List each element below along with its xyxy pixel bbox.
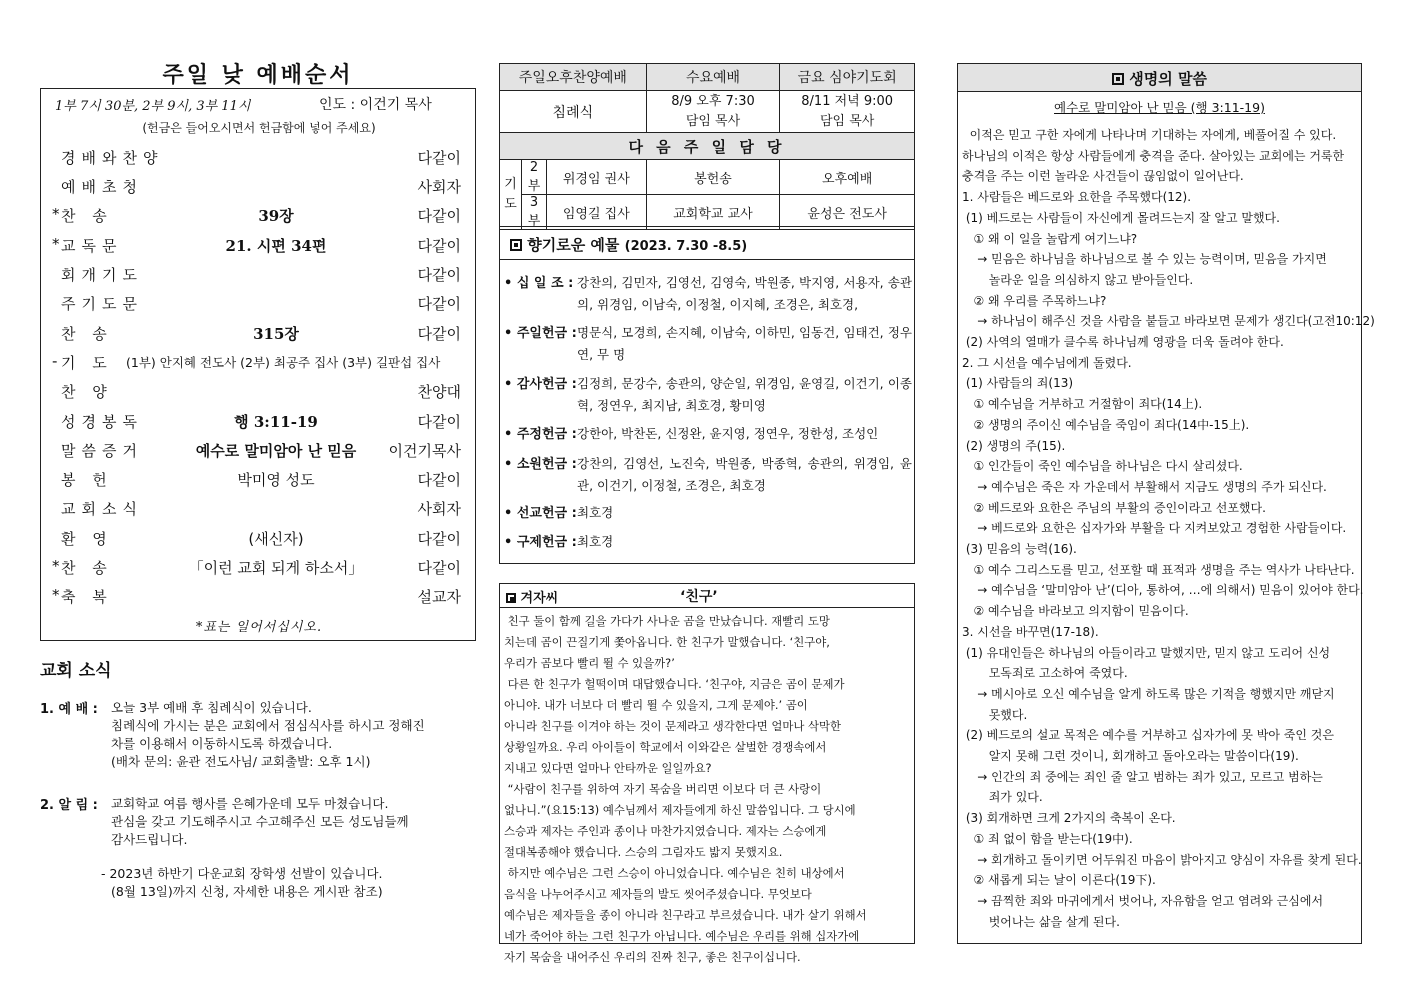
order-item-person: 다같이 xyxy=(417,207,461,225)
sermon-line: → 회개하고 돌이키면 어두워진 마음이 밝아지고 양심이 자유를 찾게 된다. xyxy=(962,852,1362,867)
order-row xyxy=(41,553,477,582)
sermon-line: ① 예수 그리스도를 믿고, 선포할 때 표적과 생명을 주는 역사가 나타난다. xyxy=(962,562,1355,577)
offerings-period: (2023. 7.30 -8.5) xyxy=(624,239,748,254)
sermon-line: ② 왜 우리를 주목하느냐? xyxy=(962,293,1107,308)
sermon-line: → 메시아로 오신 예수님을 알게 하도록 많은 기적을 행했지만 깨닫지 xyxy=(962,686,1335,701)
offering-note: (헌금은 들어오시면서 헌금함에 넣어 주세요) xyxy=(142,121,376,135)
news-line: (배차 문의: 윤관 전도사님/ 교회출발: 오후 1시) xyxy=(111,754,371,769)
sermon-line: → 예수님은 죽은 자 가운데서 부활해서 지금도 생명의 주가 되신다. xyxy=(962,479,1327,494)
order-row xyxy=(41,201,477,230)
sermon-line: 모독죄로 고소하여 죽였다. xyxy=(962,666,1128,681)
order-item-name: 찬 양 xyxy=(61,383,113,401)
order-row xyxy=(41,143,477,172)
sermon-line: (2) 베드로의 설교 목적은 예수를 거부하고 십자가에 못 박아 죽인 것은 xyxy=(962,728,1334,743)
sermon-line: → 끔찍한 죄와 마귀에게서 벗어나, 자유함을 얻고 염려와 근심에서 xyxy=(962,893,1324,908)
order-item-person: 다같이 xyxy=(417,266,461,284)
order-row xyxy=(41,407,477,436)
sermon-line: → 인간의 죄 중에는 죄인 줄 알고 범하는 죄가 있고, 모르고 범하는 xyxy=(962,769,1323,784)
service-leader: 인도 : 이건기 목사 xyxy=(319,97,432,113)
order-item-detail: 21. 시편 34편 xyxy=(225,237,327,255)
worship-order-title: 주일 낮 예배순서 xyxy=(162,63,354,88)
sermon-line: → 하나님이 해주신 것을 사람을 붙들고 바라보면 문제가 생긴다(고전10:12) xyxy=(962,314,1375,329)
news-line: 관심을 갖고 기도해주시고 수고해주신 모든 성도님들께 xyxy=(111,814,409,829)
sermon-line: → 예수님을 ‘말미암아 난’(디아, 통하여, …에 의해서) 믿음이 있어야 한다. xyxy=(962,583,1364,598)
order-item-name: 회개기도 xyxy=(61,266,143,284)
sermon-line: 하나님의 이적은 항상 사람들에게 충격을 준다. 살아있는 교회에는 거룩한 xyxy=(962,148,1345,163)
prayer-assignments: (1부) 안지혜 전도사 (2부) 최공주 집사 (3부) 길판섭 집사 xyxy=(126,355,441,370)
schedule-table xyxy=(499,63,915,230)
order-row xyxy=(41,494,477,523)
order-item-detail: 315장 xyxy=(253,325,299,343)
sermon-line: 2. 그 시선을 예수님에게 돌렸다. xyxy=(962,355,1132,370)
square-bullet-icon xyxy=(510,239,522,251)
sermon-line: (3) 믿음의 능력(16). xyxy=(962,542,1077,556)
order-row xyxy=(41,260,477,289)
sermon-line: ② 새롭게 되는 날이 이른다(19下). xyxy=(962,873,1156,888)
order-row xyxy=(41,172,477,201)
order-item-detail: 예수로 말미암아 난 믿음 xyxy=(195,442,357,460)
order-item-person: 사회자 xyxy=(417,500,461,518)
sermon-line: 놀라운 일을 의심하지 않고 받아들인다. xyxy=(962,272,1194,287)
sermon-title: 생명의 말씀 xyxy=(1129,70,1207,88)
order-item-detail: 「이런 교회 되게 하소서」 xyxy=(188,559,364,577)
sermon-line: ① 왜 이 일을 놀랍게 여기느냐? xyxy=(962,231,1138,246)
sermon-line: 벗어나는 삶을 살게 된다. xyxy=(962,914,1120,929)
order-item-detail: (새신자) xyxy=(248,530,304,548)
next-prayer-name: 위경임 권사 xyxy=(546,160,646,195)
offerings-title: 향기로운 예물 xyxy=(527,236,620,254)
order-item-person: 이건기목사 xyxy=(388,442,461,460)
news-label-notice: 2. 알 림 : xyxy=(40,798,98,813)
sermon-line: → 믿음은 하나님을 하나님으로 볼 수 있는 능력이며, 믿음을 가지면 xyxy=(962,252,1327,267)
order-item-detail: 39장 xyxy=(258,207,294,225)
order-item-person: 찬양대 xyxy=(417,383,461,401)
sermon-line: (1) 사람들의 죄(13) xyxy=(962,376,1074,391)
order-item-name: 봉 헌 xyxy=(61,471,113,489)
sermon-header xyxy=(958,64,1361,92)
news-line: (8월 13일)까지 신청, 자세한 내용은 게시판 참조) xyxy=(111,884,383,899)
news-label-worship: 1. 예 배 : xyxy=(40,702,98,717)
mustard-seed-header xyxy=(500,584,914,608)
stand-note: *표는 일어서십시오. xyxy=(195,620,323,635)
order-item-person: 다같이 xyxy=(417,413,461,431)
order-item-detail: 박미영 성도 xyxy=(237,471,315,489)
order-item-name: 환 영 xyxy=(61,530,113,548)
next-prayer-name: 임영길 집사 xyxy=(546,195,646,230)
sermon-line: ② 생명의 주이신 예수님을 죽임이 죄다(14中-15上). xyxy=(962,417,1250,432)
sermon-line: → 베드로와 요한은 십자가와 부활을 다 지켜보았고 경험한 사람들이다. xyxy=(962,521,1347,536)
next-col3: 윤성은 전도사 xyxy=(780,195,915,230)
schedule-header: 금요 심야기도회 xyxy=(780,64,915,91)
sermon-line: (2) 생명의 주(15). xyxy=(962,438,1066,453)
next-col2: 봉헌송 xyxy=(646,160,780,195)
square-bullet-icon xyxy=(1112,73,1124,85)
order-item-name: 예배초청 xyxy=(61,178,143,196)
next-week-title: 다 음 주 일 담 당 xyxy=(500,133,915,160)
order-item-person: 다같이 xyxy=(417,325,461,343)
order-item-name: 주기도문 xyxy=(61,295,143,313)
square-bullet-icon xyxy=(506,593,516,603)
worship-order-box xyxy=(40,88,476,641)
order-item-name: * 축 복 xyxy=(52,586,113,606)
order-row xyxy=(41,465,477,494)
wednesday-service: 8/9 오후 7:30 담임 목사 xyxy=(646,91,780,133)
order-item-person: 다같이 xyxy=(417,559,461,577)
order-row xyxy=(41,524,477,553)
sermon-line: (3) 회개하면 크게 2가지의 축복이 온다. xyxy=(962,811,1176,826)
order-item-person: 다같이 xyxy=(417,149,461,167)
sermon-subtitle: 예수로 말미암아 난 믿음 (행 3:11-19) xyxy=(1054,100,1265,115)
sermon-line: (2) 사역의 열매가 클수록 하나님께 영광을 더욱 돌려야 한다. xyxy=(962,335,1284,349)
mustard-seed-body: 친구 둘이 함께 길을 가다가 사나운 곰을 만났습니다. 재빨리 도망 치는데 곰이 끈질기게 쫓아옵니다. 한 친구가 말했습니다. ‘친구야, 우리가 곰보다 빨리 뛸 수 있을까?’ 다른 한 친구가 헐떡이며 대답했습니다. ‘친구야, 지금은 곰이 문제가 아니야. 내가 너보다 더 빨리 뛸 수 있을지, 그게 문제야.’ 곰이 아니라 친구를 이겨야 하는 것이 문제라고 생각한다면 얼마나 삭막한 상황일까요. 우리 아이들이 학교에서 이와같은 살벌한 경쟁속에서 지내고 있다면 얼마나 안타까운 일일까요? “사람이 친구를 위하여 자기 목숨을 버리면 이보다 더 큰 사랑이 없나니.”(요15:13) 예수님께서 제자들에게 하신 말씀입니다. 그 당시에 스승과 제자는 주인과 종이나 마찬가지였습니다. 제자는 스승에게 절대복종해야 했습니다. 스승의 그림자도 밟지 못했지요. 하지만 예수님은 그런 스승이 아니었습니다. 예수님은 친히 내상에서 음식을 나누어주시고 제자들의 발도 씻어주셨습니다. 무엇보다 예수님은 제자들을 종이 아니라 친구라고 부르셨습니다. 내가 살기 위해서 네가 죽어야 하는 그런 친구가 아닙니다. 예수님은 우리를 위해 십자가에 자기 목숨을 내어주신 우리의 진짜 친구, 좋은 친구이십니다. xyxy=(504,614,867,964)
sermon-line: 1. 사람들은 베드로와 요한을 주목했다(12). xyxy=(962,190,1192,205)
order-row xyxy=(41,231,477,260)
offerings-header xyxy=(500,227,914,260)
order-item-name: 찬 송 xyxy=(61,325,113,343)
order-item-name: 경배와찬양 xyxy=(61,149,164,167)
sunday-pm-event: 침례식 xyxy=(500,91,647,133)
order-item-person: 설교자 xyxy=(417,588,461,606)
sermon-line: 3. 시선을 바꾸면(17-18). xyxy=(962,624,1099,639)
order-row xyxy=(41,436,477,465)
order-item-name: 성경봉독 xyxy=(61,413,143,431)
next-part: 2부 xyxy=(521,160,546,195)
mustard-seed-title: ‘친구’ xyxy=(680,589,718,605)
order-row xyxy=(41,319,477,348)
sermon-line: 알지 못해 그런 것이니, 회개하고 돌아오라는 말씀이다(19). xyxy=(962,749,1299,763)
sermon-line: ① 예수님을 거부하고 거절함이 죄다(14上). xyxy=(962,397,1203,412)
news-line: 감사드립니다. xyxy=(111,832,188,847)
service-times: 1부 7시 30분, 2부 9시, 3부 11시 xyxy=(55,99,251,114)
order-item-name: * 교독문 xyxy=(52,235,123,255)
news-line: 차를 이용해서 이동하시도록 하겠습니다. xyxy=(111,736,333,751)
order-item-person: 사회자 xyxy=(417,178,461,196)
schedule-header: 수요예배 xyxy=(646,64,780,91)
news-line: - 2023년 하반기 다운교회 장학생 선발이 있습니다. xyxy=(101,866,383,881)
sermon-line: ① 죄 없이 함을 받는다(19中). xyxy=(962,831,1133,846)
sermon-line: ① 인간들이 죽인 예수님을 하나님은 다시 살리셨다. xyxy=(962,459,1243,474)
next-part: 3부 xyxy=(521,195,546,230)
order-item-person: 다같이 xyxy=(417,530,461,548)
next-col2: 교회학교 교사 xyxy=(646,195,780,230)
sermon-line: 이적은 믿고 구한 자에게 나타나며 기대하는 자에게, 베풀어질 수 있다. xyxy=(962,128,1337,142)
schedule-header: 주일오후찬양예배 xyxy=(500,64,647,91)
order-row xyxy=(41,582,477,611)
order-item-person: 다같이 xyxy=(417,295,461,313)
news-line: 교회학교 여름 행사를 은혜가운데 모두 마쳤습니다. xyxy=(111,796,389,811)
order-row xyxy=(41,289,477,318)
sermon-line: 못했다. xyxy=(962,707,1028,722)
order-item-person: 다같이 xyxy=(417,471,461,489)
news-line: 침례식에 가시는 분은 교회에서 점심식사를 하시고 정해진 xyxy=(111,718,425,733)
order-item-name: - 기 도 xyxy=(52,352,113,372)
sermon-line: (1) 베드로는 사람들이 자신에게 몰려드는지 잘 알고 말했다. xyxy=(962,210,1280,225)
next-col3: 오후예배 xyxy=(780,160,915,195)
sermon-line: ② 예수님을 바라보고 의지함이 믿음이다. xyxy=(962,604,1189,619)
prayer-label: 기 도 xyxy=(500,160,522,230)
friday-service: 8/11 저녁 9:00 담임 목사 xyxy=(780,91,915,133)
sermon-line: 죄가 있다. xyxy=(962,790,1043,805)
offerings-box: 향기로운 예물 (2023. 7.30 -8.5) • 십 일 조 : 강찬의, 김민자, 김영선, 김영숙, 박원종, 박지영, 서용자, 송관의, 위경임, 이남숙, 이정철, 이지혜, 조경은, 최호경, • 주일헌금 : 명문식, 모경희, 손지혜, 이남숙, 이하민, 임동건, 임태건, 정우연, 무 명 • 감사헌금 : 김정희, 문강수, 송관의, 양순일, 위경임, 윤영길, 이건기, 이종혁, 정연우, 최지남, 최호경, 황미영 • 주정헌금 : 강한아, 박찬돈, 신정완, 윤지영, 정연우, 정한성, 조성인 • 소원헌금 : 강찬의, 김영선, 노진숙, 박원종, 박종혁, 송관의, 위경임, 윤 관, 이건기, 이정철, 조경은, 최호경 • 선교헌금 : 최호경 • 구제헌금 : 최호경 xyxy=(499,226,915,564)
order-item-detail: 행 3:11-19 xyxy=(234,413,318,431)
news-title: 교회 소식 xyxy=(40,661,112,681)
order-row xyxy=(41,377,477,406)
order-item-name: * 찬 송 xyxy=(52,557,113,577)
sermon-box xyxy=(957,63,1375,944)
sermon-line: ② 베드로와 요한은 주님의 부활의 증인이라고 선포했다. xyxy=(962,500,1266,515)
news-line: 오늘 3부 예배 후 침례식이 있습니다. xyxy=(111,700,312,715)
order-row xyxy=(41,348,477,377)
mustard-seed-box xyxy=(499,583,915,964)
mustard-seed-label: 겨자씨 xyxy=(520,591,559,606)
order-item-person: 다같이 xyxy=(417,237,461,255)
order-item-name: * 찬 송 xyxy=(52,205,113,225)
sermon-line: (1) 유대인들은 하나님의 아들이라고 말했지만, 믿지 않고 도리어 신성 xyxy=(962,645,1331,660)
order-item-name: 말씀증거 xyxy=(61,442,143,460)
order-item-name: 교회소식 xyxy=(61,500,143,518)
sermon-line: 충격을 주는 이런 놀라운 사건들이 끊임없이 일어난다. xyxy=(962,169,1244,184)
